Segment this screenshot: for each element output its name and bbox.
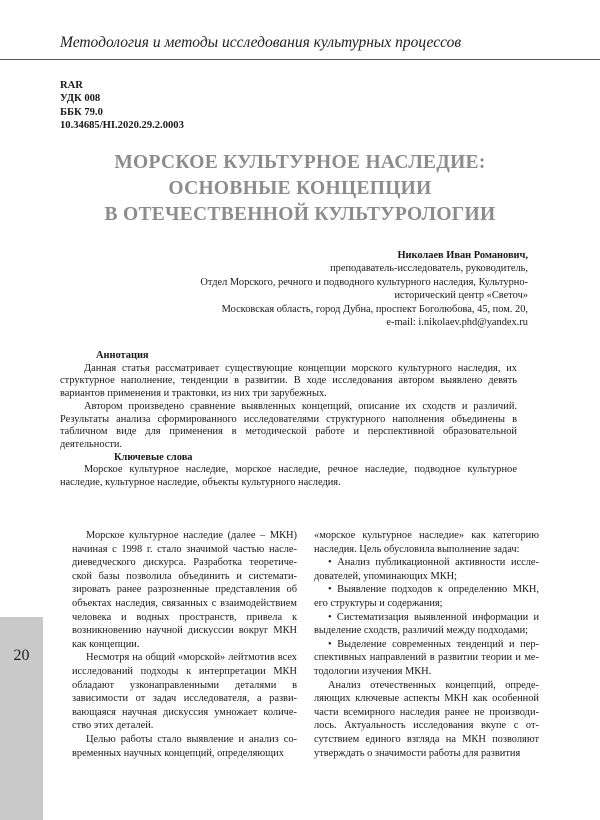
- meta-line: ББК 79.0: [60, 106, 103, 118]
- body-paragraph: Несмотря на общий «морской» лейтмотив всех исследований подходы к интерпретации МКН обладают узконаправленными деталями в зависимости от задач исследователя, а развивающаяся научная дискуссия умножает количество этих деталей.: [72, 652, 297, 732]
- body-paragraph: Морское культурное наследие (далее – МКН) начиная с 1998 г. стало значимой частью наследиеведческого дискурса. Разработка теоретической базы позволила объединить и систематизировать ранее разрозненные представления об объектах наследия, связанных с взаимодействием человека и водных пространств, привела к возникновению научной дискуссии вокруг МКН как концепции.: [72, 530, 297, 650]
- task-bullet: • Выделение современных тенденций и перспективных направлений в развитии теории и методологии изучения МКН.: [314, 638, 539, 677]
- author-line: исторический центр «Светоч»: [394, 290, 528, 302]
- body-paragraph: Анализ отечественных концепций, определяющих ключевые аспекты МКН как особенной части всемирного наследия ранее не производилось. Актуальность исследования вкупе с отсутствием единого взгляда на МКН позволяют утверждать о значимости работы для развития: [314, 679, 539, 759]
- article-meta: [60, 79, 184, 133]
- author-name: Николаев Иван Романович,: [397, 250, 528, 261]
- meta-line: УДК 008: [60, 93, 101, 105]
- body-column-left: [72, 529, 297, 760]
- author-email: e-mail: i.nikolaev.phd@yandex.ru: [386, 317, 528, 329]
- title-line: В ОТЕЧЕСТВЕННОЙ КУЛЬТУРОЛОГИИ: [104, 204, 496, 225]
- abstract-heading: Аннотация: [96, 350, 149, 361]
- abstract-paragraph: Данная статья рассматривает существующие концепции морского культурного наследия, их структурное наполнение, тенденции в развитии. В ходе исследования автором выявлено девять вариантов применения и трактовки, из них три зарубежных.: [60, 362, 517, 400]
- task-bullet: • Систематизация выявленной информации и выделение сходств, различий между подходами;: [314, 611, 539, 637]
- meta-line: RAR: [60, 80, 83, 91]
- author-line: Отдел Морского, речного и подводного культурного наследия, Культурно-: [200, 276, 528, 288]
- author-block: [200, 249, 528, 329]
- abstract-paragraph: Автором произведено сравнение выявленных концепций, описание их сходств и различий. Результаты анализа сформированного исследователями структурного наполнения объединены в табличном виде для применения в методической работе и перспективной образовательной деятельности.: [60, 400, 517, 450]
- body-paragraph: «морское культурное наследие» как категорию наследия. Цель обусловила выполнение задач:: [314, 530, 539, 555]
- body-column-right: [314, 529, 539, 760]
- abstract-block: [60, 350, 517, 490]
- author-line: преподаватель-исследователь, руководитель,: [330, 263, 528, 275]
- title-line: МОРСКОЕ КУЛЬТУРНОЕ НАСЛЕДИЕ:: [114, 152, 486, 173]
- running-header: Методология и методы исследования культурных процессов: [60, 34, 462, 51]
- meta-line: 10.34685/HI.2020.29.2.0003: [60, 120, 184, 132]
- keywords-text: Морское культурное наследие, морское наследие, речное наследие, подводное культурное наследие, культурное наследие, объекты культурного наследия.: [60, 464, 517, 489]
- body-paragraph: Целью работы стало выявление и анализ современных научных концепций, определяющих: [72, 733, 297, 759]
- article-title: [60, 150, 540, 228]
- page-number: 20: [13, 647, 30, 664]
- task-bullet: • Выявление подходов к определению МКН, его структуры и содержания;: [314, 584, 539, 609]
- title-line: ОСНОВНЫЕ КОНЦЕПЦИИ: [168, 178, 432, 199]
- header-rule: [0, 59, 600, 60]
- keywords-heading: Ключевые слова: [114, 451, 193, 463]
- task-bullet: • Анализ публикационной активности исследователей, упоминающих МКН;: [314, 557, 539, 582]
- author-line: Московская область, город Дубна, проспект Боголюбова, 45, пом. 20,: [221, 303, 528, 315]
